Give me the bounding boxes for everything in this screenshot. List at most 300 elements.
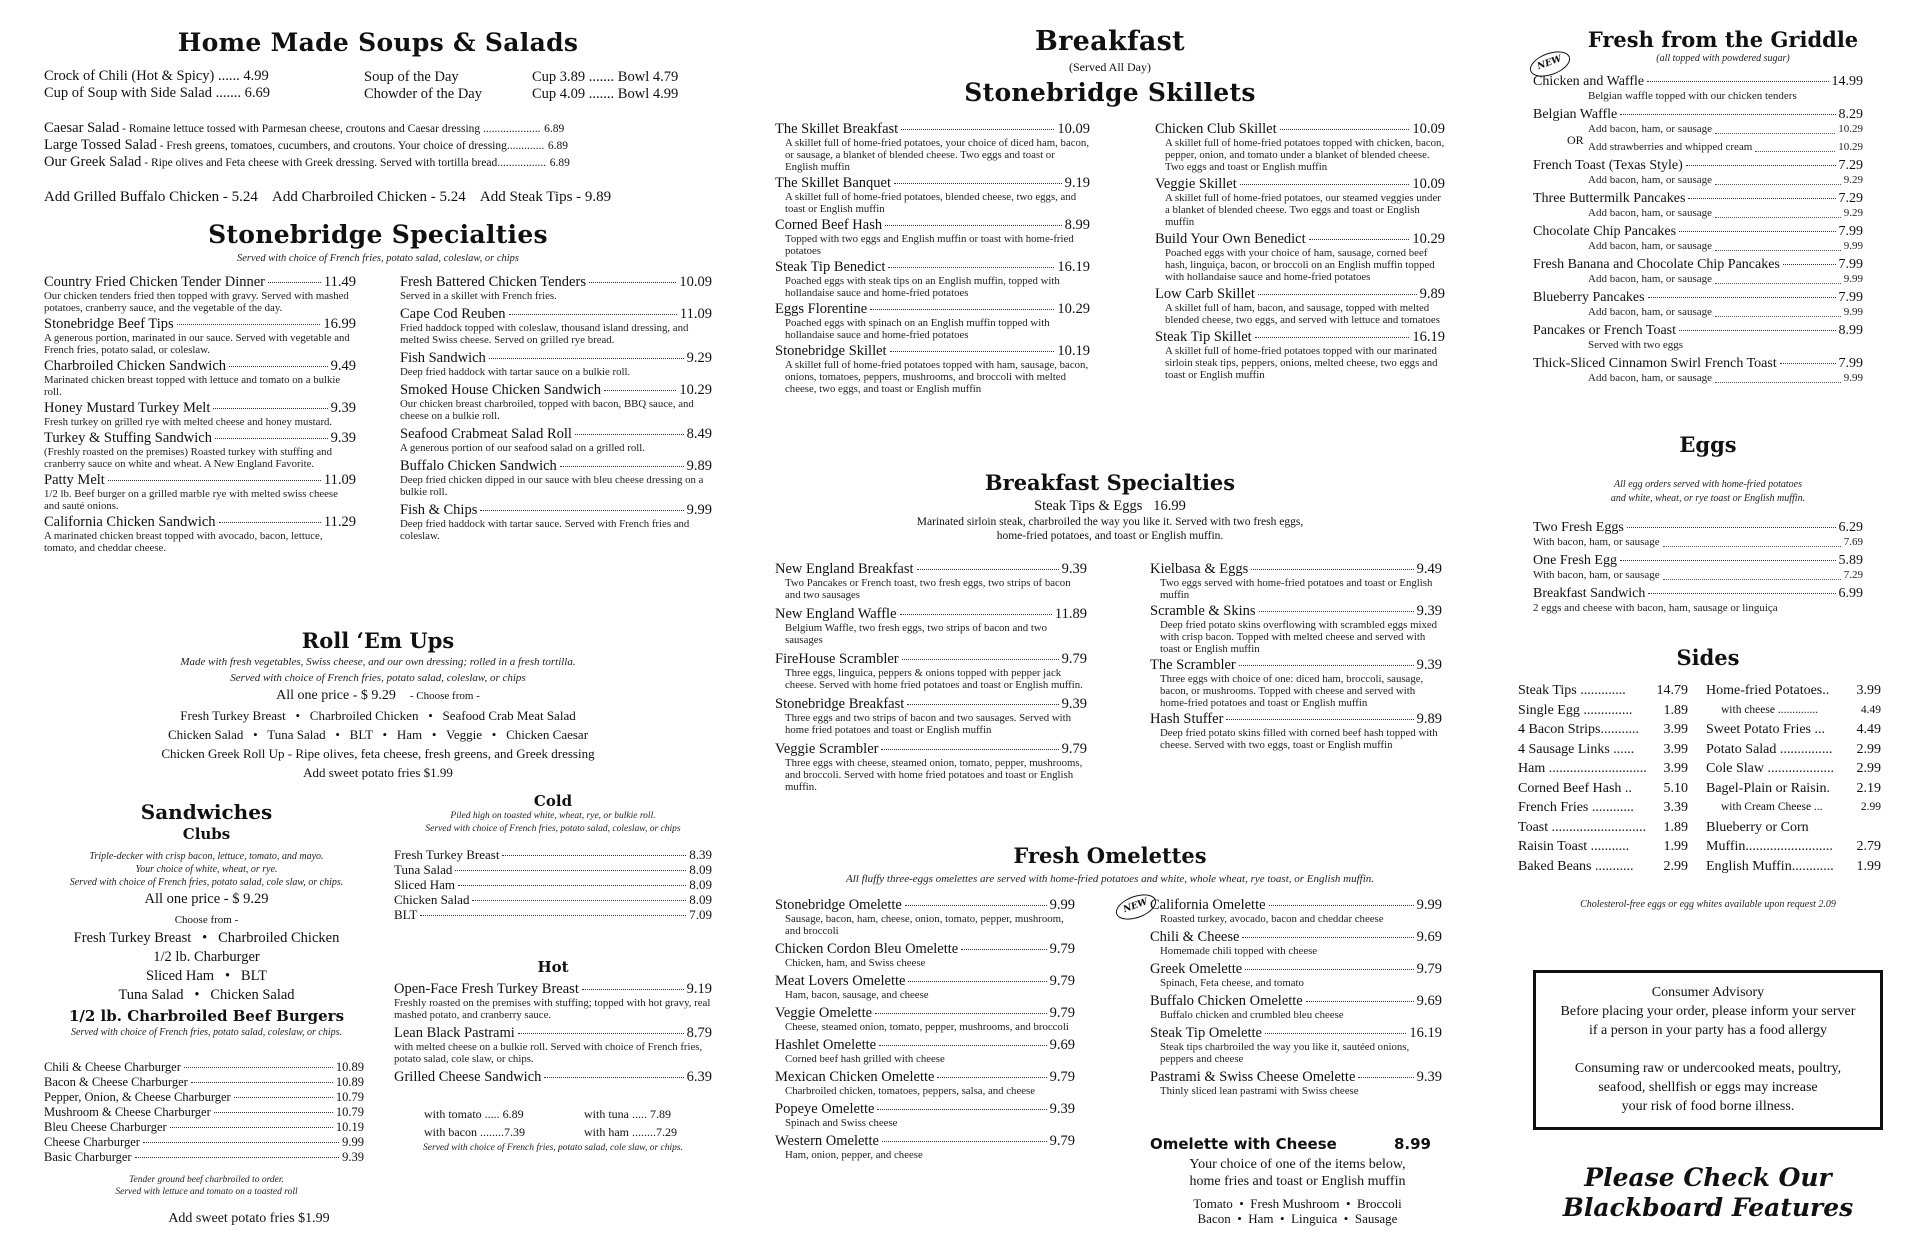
sub-price: 9.99 (1843, 306, 1863, 318)
menu-item (44, 401, 356, 428)
side-name: Corned Beef Hash .. (1518, 780, 1632, 796)
item-name: Country Fried Chicken Tender Dinner (44, 274, 266, 290)
item-name: Smoked House Chicken Sandwich (400, 382, 601, 398)
leader-dots (905, 905, 1047, 906)
menu-item-row (394, 877, 712, 892)
menu-item (775, 742, 1087, 793)
menu-item (1533, 224, 1863, 254)
leader-dots (455, 870, 686, 871)
leader-dots (1358, 1077, 1413, 1078)
item-desc: Charbroiled chicken, tomatoes, peppers, salsa, and cheese (785, 1085, 1036, 1097)
menu-item-row (1150, 930, 1442, 945)
leader-dots (1309, 239, 1410, 240)
menu-item (44, 1075, 364, 1090)
item-price: 10.89 (335, 1060, 364, 1074)
side-price: 1.99 (1663, 839, 1688, 854)
leader-dots (870, 309, 1054, 310)
menu-item (44, 1090, 364, 1105)
leader-dots (1280, 129, 1410, 130)
side-name: Sweet Potato Fries ... (1706, 722, 1825, 737)
bspec-left (775, 562, 1087, 799)
item-name: Cape Cod Reuben (400, 306, 506, 322)
leader-dots (219, 522, 321, 523)
item-desc: Homemade chili topped with cheese (1160, 945, 1318, 957)
menu-item-row (394, 892, 712, 907)
item-price: 10.19 (1057, 343, 1090, 359)
item-name: Fish Sandwich (400, 350, 486, 366)
menu-item (775, 652, 1087, 691)
item-price: 8.39 (689, 847, 712, 862)
item-name: Hash Stuffer (1150, 711, 1224, 727)
item-desc: Ham, bacon, sausage, and cheese (785, 989, 929, 1001)
leader-dots (108, 480, 321, 481)
item-desc: A marinated chicken breast topped with avocado, bacon, lettuce, tomato, and cheddar cheese. (44, 530, 323, 554)
side-item (1518, 837, 1688, 857)
item-price: 9.79 (1049, 1005, 1075, 1021)
menu-item-row (44, 1060, 364, 1075)
item-price: 9.39 (1416, 603, 1442, 619)
side-name: Ham ............................ (1518, 761, 1647, 776)
leader-dots (575, 434, 684, 435)
menu-item-row (1150, 658, 1442, 673)
item-name: Stonebridge Omelette (775, 897, 902, 913)
item-desc: Topped with two eggs and English muffin or toast with home-fried potatoes (785, 233, 1074, 257)
item-name: Open-Face Fresh Turkey Breast (394, 981, 579, 997)
leader-dots (1647, 81, 1828, 82)
leader-dots (1715, 236, 1841, 251)
cup-salad-item: Cup of Soup with Side Salad ....... 6.69 (44, 85, 270, 101)
menu-item-row (775, 652, 1087, 667)
leader-dots (170, 1127, 333, 1128)
item-price: 9.99 (342, 1135, 364, 1149)
menu-item-row (1150, 604, 1442, 619)
item-desc: Our chicken tenders fried then topped with gravy. Served with mashed potatoes, cranberry sauce, and the vegetable of the day. (44, 290, 349, 314)
menu-item-row (44, 1120, 364, 1135)
menu-item (400, 503, 712, 542)
menu-item-row (775, 218, 1090, 233)
sub-label: Add bacon, ham, or sausage (1588, 174, 1713, 186)
item-name: Mushroom & Cheese Charburger (44, 1105, 211, 1119)
menu-item (775, 562, 1087, 601)
menu-item-row (775, 942, 1075, 957)
item-name: Charbroiled Chicken Sandwich (44, 358, 227, 374)
leader-dots (1780, 363, 1836, 364)
menu-item (775, 260, 1090, 299)
menu-item-row (775, 562, 1087, 577)
leader-dots (1265, 1033, 1406, 1034)
menu-item-row (44, 1135, 364, 1150)
item-name: Meat Lovers Omelette (775, 973, 906, 989)
side-name: Baked Beans ........... (1518, 858, 1634, 874)
leader-dots (1620, 114, 1835, 115)
side-item (1518, 720, 1688, 740)
side-item (1518, 701, 1688, 721)
item-price: 7.99 (1838, 290, 1863, 305)
menu-item (775, 122, 1090, 173)
menu-item (1155, 330, 1445, 381)
leader-dots (229, 366, 328, 367)
item-name: Patty Melt (44, 472, 105, 488)
item-desc: Fried haddock topped with coleslaw, thousand island dressing, and melted Swiss cheese. Served on grilled rye bread. (400, 322, 689, 346)
item-price: 9.39 (1061, 696, 1087, 712)
leader-dots (420, 915, 686, 916)
item-subline (1533, 601, 1863, 616)
item-name: New England Breakfast (775, 561, 914, 577)
item-subline (1533, 305, 1863, 320)
menu-item (44, 431, 356, 470)
item-price: 9.79 (1049, 1069, 1075, 1085)
menu-item (44, 317, 356, 356)
salad-item: Caesar Salad - Romaine lettuce tossed with Parmesan cheese, croutons and Caesar dressing .................... 6.89 (44, 120, 565, 136)
item-name: Steak Tip Omelette (1150, 1025, 1262, 1041)
item-name: Buffalo Chicken Omelette (1150, 993, 1303, 1009)
item-price: 7.29 (1838, 158, 1863, 173)
menu-item-row (1155, 122, 1445, 137)
specialties-subtitle: Served with choice of French fries, potato salad, coleslaw, or chips (237, 253, 519, 264)
menu-item (1533, 191, 1863, 221)
menu-item (1150, 930, 1442, 957)
side-price: 4.49 (1860, 703, 1881, 716)
leader-dots (1663, 565, 1841, 580)
menu-item-row (44, 317, 356, 332)
leader-dots (1259, 611, 1414, 612)
item-desc: A skillet full of home-fried potatoes topped with chicken, bacon, pepper, onion, and tomato under a blanket of blended cheese. Two eggs and toast or English muffin (1165, 137, 1445, 173)
item-price: 11.09 (323, 472, 356, 488)
sub-label: Add bacon, ham, or sausage (1588, 306, 1713, 318)
item-price: 11.09 (679, 306, 712, 322)
consumer-advisory: Consumer Advisory Before placing your order, please inform your server if a person in your party has a food allergy Consuming raw or undercooked meats, poultry, seafood, shellfish or eggs may increase your risk of food borne illness. (1533, 970, 1883, 1130)
menu-item (394, 847, 712, 862)
item-subline (1533, 206, 1863, 221)
item-price: 9.39 (1416, 657, 1442, 673)
leader-dots (472, 900, 686, 901)
bspec-right (1150, 562, 1442, 754)
item-price: 9.69 (1416, 929, 1442, 945)
item-name: Veggie Skillet (1155, 176, 1237, 192)
item-price: 8.99 (1064, 217, 1090, 233)
griddle-sub: (all topped with powdered sugar) (1656, 53, 1790, 64)
menu-item-row (400, 427, 712, 442)
item-desc: A skillet full of home-fried potatoes, blended cheese, two eggs, and toast or English muffin (785, 191, 1077, 215)
item-desc: Chicken, ham, and Swiss cheese (785, 957, 926, 969)
menu-item-row (775, 1038, 1075, 1053)
leader-dots (1258, 294, 1417, 295)
menu-item-row (1155, 330, 1445, 345)
item-price: 9.79 (1049, 1133, 1075, 1149)
item-price: 11.49 (323, 274, 356, 290)
menu-item (394, 877, 712, 892)
item-name: BLT (394, 907, 418, 922)
menu-item-row (775, 974, 1075, 989)
menu-item (394, 1026, 712, 1065)
side-name: with cheese .............. (1721, 703, 1819, 716)
side-name: Home-fried Potatoes.. (1706, 683, 1830, 698)
side-price: 2.99 (1860, 801, 1881, 813)
menu-item (400, 275, 712, 302)
menu-item (1533, 257, 1863, 287)
leader-dots (1648, 297, 1836, 298)
item-name: Fish & Chips (400, 502, 478, 518)
menu-item-row (44, 1075, 364, 1090)
item-desc: Two eggs served with home-fried potatoes and toast or English muffin (1160, 577, 1433, 601)
item-price: 16.19 (1409, 1025, 1442, 1041)
soups-title: Home Made Soups & Salads (177, 28, 579, 57)
item-name: Tuna Salad (394, 862, 453, 877)
item-price: 8.09 (689, 877, 712, 892)
item-subline (1533, 140, 1863, 155)
menu-item-row (1150, 712, 1442, 727)
menu-item-row (400, 351, 712, 366)
item-name: Mexican Chicken Omelette (775, 1069, 935, 1085)
side-price: 1.89 (1663, 819, 1688, 835)
item-name: Stonebridge Beef Tips (44, 316, 174, 332)
leader-dots (1245, 969, 1413, 970)
menu-item-row (394, 847, 712, 862)
side-price: 2.79 (1856, 839, 1881, 854)
item-price: 10.79 (335, 1090, 364, 1104)
leader-dots (1648, 593, 1835, 594)
leader-dots (1663, 532, 1841, 547)
menu-item (44, 1105, 364, 1120)
leader-dots (184, 1067, 333, 1068)
menu-item (775, 974, 1075, 1001)
side-price: 3.39 (1663, 800, 1688, 815)
item-desc: Deep fried potato skins overflowing with scrambled eggs mixed with crisp bacon. Topped with melted cheese and served with toast or English muffin (1160, 619, 1438, 655)
item-price: 10.09 (679, 274, 712, 290)
or-label: OR (1567, 133, 1584, 147)
item-desc: A skillet full of home-fried potatoes, your choice of diced ham, bacon, or sausage, a blanket of blended cheese. Two eggs and toast or English muffin (785, 137, 1090, 173)
menu-item-row (400, 275, 712, 290)
sub-label: Served with two eggs (1588, 339, 1684, 351)
blackboard-notice: Please Check Our Blackboard Features (1562, 1163, 1854, 1222)
item-desc: A skillet full of home-fried potatoes topped with ham, sausage, bacon, onions, tomatoes, peppers, mushrooms, and broccoli with melted cheese, two eggs, and toast or English muffin (785, 359, 1089, 395)
item-desc: Thinly sliced lean pastrami with Swiss cheese (1160, 1085, 1359, 1097)
item-price: 9.19 (686, 981, 712, 997)
leader-dots (560, 466, 684, 467)
menu-item-row (775, 176, 1090, 191)
leader-dots (1783, 264, 1836, 265)
leader-dots (908, 981, 1046, 982)
item-name: Steak Tip Benedict (775, 259, 886, 275)
side-name: Cole Slaw ................... (1706, 761, 1834, 776)
item-name: The Skillet Banquet (775, 175, 891, 191)
item-name: Fresh Banana and Chocolate Chip Pancakes (1533, 257, 1780, 272)
side-price: 2.99 (1856, 741, 1881, 757)
menu-item (44, 1135, 364, 1150)
item-desc: (Freshly roasted on the premises) Roasted turkey with stuffing and cranberry sauce on white and wheat. A New England Favorite. (44, 446, 332, 470)
soups-right (364, 69, 482, 103)
side-item (1706, 837, 1881, 857)
item-subline (1533, 239, 1863, 254)
sides-right (1706, 681, 1881, 876)
side-item (1706, 720, 1881, 740)
menu-item (1150, 604, 1442, 655)
bspec-title: Breakfast Specialties (984, 470, 1236, 495)
specialties-right (400, 275, 712, 547)
item-price: 11.29 (323, 514, 356, 530)
leader-dots (1620, 560, 1836, 561)
menu-item (775, 898, 1075, 937)
skillets-right (1155, 122, 1445, 385)
item-price: 10.09 (1412, 121, 1445, 137)
item-subline (1533, 568, 1863, 583)
item-name: Steak Tip Skillet (1155, 329, 1252, 345)
leader-dots (1715, 170, 1841, 185)
menu-item-row (1150, 1070, 1442, 1085)
item-price: 9.39 (330, 400, 356, 416)
sub-price: 7.29 (1843, 569, 1863, 581)
menu-item (44, 515, 356, 554)
item-name: Pastrami & Swiss Cheese Omelette (1150, 1069, 1356, 1085)
menu-item-row (775, 260, 1090, 275)
item-price: 9.79 (1061, 741, 1087, 757)
leader-dots (1755, 137, 1835, 152)
item-price: 8.09 (689, 892, 712, 907)
item-desc: Three eggs and two strips of bacon and two sausages. Served with home fried potatoes and toast or English muffin (785, 712, 1072, 736)
eggs-title: Eggs (1679, 432, 1737, 457)
menu-item (1533, 290, 1863, 320)
side-price: 3.99 (1663, 761, 1688, 776)
item-name: Fresh Battered Chicken Tenders (400, 274, 586, 290)
item-price: 9.99 (1049, 897, 1075, 913)
side-item (1518, 798, 1688, 818)
item-price: 9.39 (1049, 1101, 1075, 1117)
side-item (1706, 818, 1881, 838)
menu-item (775, 1070, 1075, 1097)
leader-dots (191, 1082, 333, 1083)
specialties-title: Stonebridge Specialties (208, 220, 548, 249)
item-name: Cheese Charburger (44, 1135, 140, 1149)
menu-item (775, 942, 1075, 969)
menu-item (1533, 323, 1863, 353)
sub-price: 9.29 (1843, 174, 1863, 186)
side-item (1518, 759, 1688, 779)
menu-item-row (775, 344, 1090, 359)
side-item (1518, 818, 1688, 838)
item-name: The Scrambler (1150, 657, 1236, 673)
item-desc: Deep fried potato skins filled with corned beef hash topped with cheese. Served with two eggs, toast or English muffin (1160, 727, 1438, 751)
menu-item-row (400, 383, 712, 398)
leader-dots (143, 1142, 339, 1143)
salad-item: Large Tossed Salad - Fresh greens, tomatoes, cucumbers, and croutons. Your choice of dressing............. 6.89 (44, 137, 568, 153)
menu-item-row (44, 359, 356, 374)
sub-label: 2 eggs and cheese with bacon, ham, sausage or linguiça (1533, 602, 1778, 614)
item-name: Stonebridge Breakfast (775, 696, 905, 712)
leader-dots (894, 183, 1062, 184)
soup-of-day: Soup of the Day (364, 69, 459, 85)
bspec-steak: Steak Tips & Eggs 16.99 Marinated sirloin steak, charbroiled the way you like it. Served with two fresh eggs, home-fried potatoes, and toast or English muffin. (916, 498, 1304, 542)
leader-dots (489, 358, 684, 359)
item-subline (1533, 89, 1863, 104)
sub-label: Add strawberries and whipped cream (1588, 141, 1753, 153)
leader-dots (881, 749, 1058, 750)
leader-dots (875, 1013, 1047, 1014)
menu-item-row (44, 1150, 364, 1165)
item-price: 16.19 (1412, 329, 1445, 345)
item-name: Thick-Sliced Cinnamon Swirl French Toast (1533, 356, 1777, 371)
item-name: Belgian Waffle (1533, 107, 1618, 122)
menu-item (1533, 140, 1863, 155)
menu-item-row (44, 431, 356, 446)
item-price: 6.99 (1838, 586, 1863, 601)
side-name: Toast ........................... (1518, 819, 1647, 835)
item-name: Basic Charburger (44, 1150, 132, 1164)
leader-dots (1269, 905, 1414, 906)
menu-item-row (44, 275, 356, 290)
griddle-title: Fresh from the Griddle (1587, 27, 1859, 52)
griddle-list (1533, 74, 1863, 389)
burgers-foot: Tender ground beef charbroiled to order. Served with lettuce and tomato on a toasted roll (115, 1175, 298, 1197)
side-price: 3.99 (1663, 741, 1688, 757)
side-item (1518, 681, 1688, 701)
menu-item (44, 275, 356, 314)
menu-item (394, 892, 712, 907)
item-price: 9.19 (1064, 175, 1090, 191)
item-desc: Three eggs, linguica, peppers & onions topped with pepper jack cheese. Served with home fried potatoes and toast or English muffin. (785, 667, 1083, 691)
rollemups-body: Made with fresh vegetables, Swiss cheese, and our own dressing; rolled in a fresh tortilla. Served with choice of French fries, potato salad, coleslaw, or chips All one price - $ 9.29 - Choose from - Fresh Turkey Breast • Charbroiled Chicken • Seafood Crab Meat Salad Chicken Salad • Tuna Salad • BLT • Ham • Veggie • Chicken Caesar Chicken Greek Roll Up - Ripe olives, feta cheese, fresh greens, and Greek dressing Add sweet potato fries $1.99 (161, 656, 595, 780)
item-price: 9.79 (1049, 941, 1075, 957)
menu-item-row (775, 122, 1090, 137)
cold-list (394, 847, 712, 922)
leader-dots (458, 885, 686, 886)
leader-dots (480, 510, 683, 511)
leader-dots (1679, 231, 1835, 232)
chili-item: Crock of Chili (Hot & Spicy) ...... 4.99 (44, 68, 269, 84)
item-desc: Marinated chicken breast topped with lettuce and tomato on a bulkie roll. (44, 374, 341, 398)
sides-title: Sides (1676, 645, 1740, 670)
sides-left (1518, 681, 1688, 876)
leader-dots (214, 1112, 333, 1113)
menu-item-row (1150, 1026, 1442, 1041)
new-badge-omelette: NEW (1113, 889, 1160, 924)
item-desc: Deep fried haddock with tartar sauce. Served with French fries and coleslaw. (400, 518, 690, 542)
item-price: 9.39 (1416, 1069, 1442, 1085)
sub-label: Add bacon, ham, or sausage (1588, 123, 1713, 135)
sub-label: Add bacon, ham, or sausage (1588, 372, 1713, 384)
sub-label: With bacon, ham, or sausage (1533, 569, 1660, 581)
leader-dots (518, 1033, 684, 1034)
sub-price: 10.29 (1838, 123, 1863, 135)
item-price: 7.99 (1838, 224, 1863, 239)
salad-addons: Add Grilled Buffalo Chicken - 5.24 Add Charbroiled Chicken - 5.24 Add Steak Tips - 9.89 (44, 189, 612, 205)
sub-price: 9.99 (1843, 273, 1863, 285)
menu-item-row (1150, 562, 1442, 577)
item-name: Chocolate Chip Pancakes (1533, 224, 1677, 239)
side-name: English Muffin............ (1706, 858, 1834, 874)
salad-item: Our Greek Salad - Ripe olives and Feta cheese with Greek dressing. Served with tortilla bread................. 6.89 (44, 154, 570, 170)
menu-item (1155, 232, 1445, 283)
soups-left (44, 68, 270, 102)
menu-item (1150, 658, 1442, 709)
leader-dots (135, 1157, 340, 1158)
side-item (1706, 759, 1881, 779)
menu-item (1533, 74, 1863, 104)
eggs-list (1533, 520, 1863, 619)
omelette-subtitle: All fluffy three-eggs omelettes are served with home-fried potatoes and white, whole wheat, rye toast, or English muffin. (845, 873, 1375, 885)
item-name: Pepper, Onion, & Cheese Charburger (44, 1090, 231, 1104)
omelettes-left (775, 898, 1075, 1166)
item-desc: Three eggs with cheese, steamed onion, tomato, pepper, mushrooms, and broccoli. Served with home fried potatoes and toast or English muffin. (785, 757, 1083, 793)
leader-dots (1688, 198, 1835, 199)
menu-item-row (44, 515, 356, 530)
menu-item-row (775, 1070, 1075, 1085)
menu-item (1533, 553, 1863, 583)
item-price: 10.89 (335, 1075, 364, 1089)
item-price: 7.29 (1838, 191, 1863, 206)
side-item (1518, 857, 1688, 877)
menu-item (1533, 520, 1863, 550)
item-subline (1533, 371, 1863, 386)
